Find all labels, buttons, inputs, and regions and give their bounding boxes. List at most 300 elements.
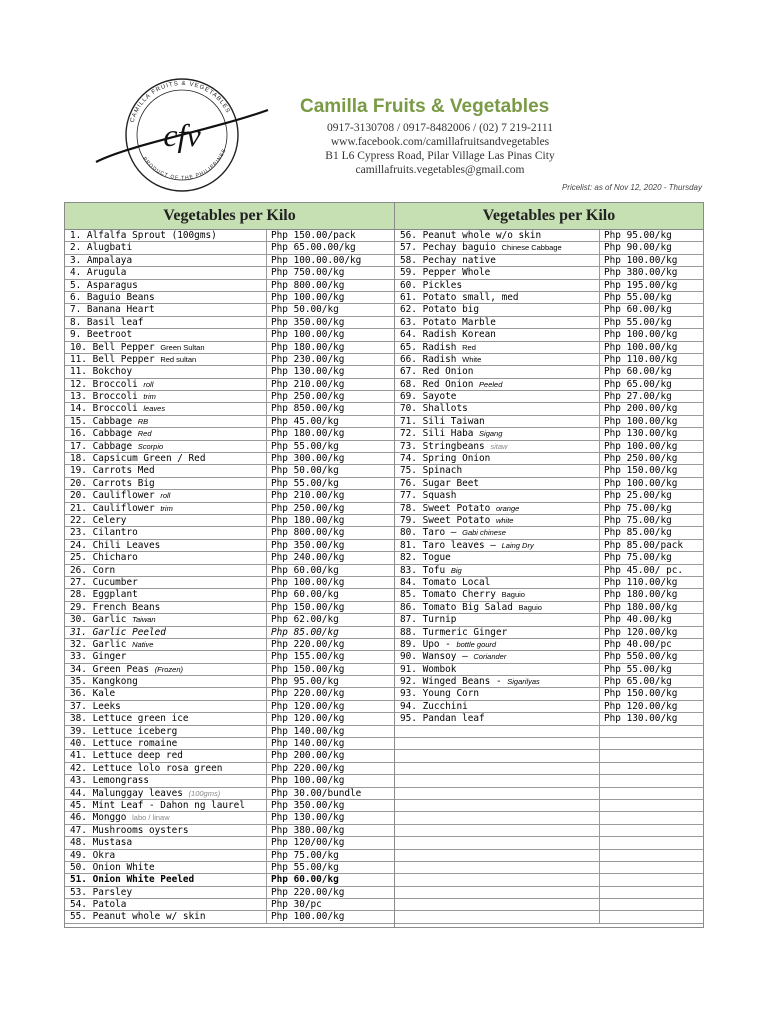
item-price-cell xyxy=(600,763,604,774)
item-name-cell xyxy=(395,540,600,551)
table-row xyxy=(395,627,703,639)
table-row xyxy=(395,230,703,242)
item-price-cell xyxy=(267,701,344,712)
item-price-cell xyxy=(267,837,344,848)
item-price: Php 130.00/kg xyxy=(604,713,678,725)
table-row xyxy=(65,577,394,589)
price-column-left xyxy=(65,203,395,927)
item-name-cell xyxy=(395,825,600,836)
item-price-cell xyxy=(267,280,344,291)
table-row xyxy=(65,850,394,862)
table-row xyxy=(395,688,703,700)
item-name: 11. Bokchoy xyxy=(70,366,133,378)
item-name-cell xyxy=(395,379,600,390)
item-price: Php 130.00/kg xyxy=(271,812,345,824)
item-name-cell xyxy=(395,577,600,588)
item-name: 20. Carrots Big xyxy=(70,477,155,489)
table-row xyxy=(65,688,394,700)
company-logo xyxy=(92,70,270,200)
table-row xyxy=(395,664,703,676)
item-price: Php 55.00/kg xyxy=(604,291,672,303)
item-name: 43. Lemongrass xyxy=(70,775,150,787)
item-name: 5. Asparagus xyxy=(70,279,138,291)
item-price-cell xyxy=(600,552,672,563)
item-name-cell xyxy=(65,527,267,538)
item-name-cell xyxy=(65,614,267,625)
item-name: 84. Tomato Local xyxy=(400,576,491,588)
item-price-cell xyxy=(600,602,677,613)
item-name-cell xyxy=(395,441,600,452)
item-price-cell xyxy=(267,862,339,873)
table-row xyxy=(395,825,703,837)
item-price-cell xyxy=(267,527,344,538)
item-name: 12. Broccoli xyxy=(70,378,138,390)
table-row xyxy=(395,329,703,341)
item-name: 17. Cabbage xyxy=(70,440,133,452)
item-name-cell xyxy=(395,515,600,526)
item-price-cell xyxy=(600,379,672,390)
table-row xyxy=(65,911,394,923)
item-name-cell xyxy=(65,565,267,576)
item-price: Php 800.00/kg xyxy=(271,527,345,539)
item-name-cell xyxy=(65,403,267,414)
item-price: Php 800.00/kg xyxy=(271,279,345,291)
item-price: Php 45.00/ pc. xyxy=(604,564,684,576)
item-price-cell xyxy=(600,775,604,786)
item-price: Php 220.00/kg xyxy=(271,688,345,700)
item-price-cell xyxy=(600,837,604,848)
logo-ring-top-text: CAMILLA FRUITS & VEGETABLES xyxy=(129,80,231,124)
item-name-cell xyxy=(395,465,600,476)
item-price-cell xyxy=(600,874,604,885)
item-name: 26. Corn xyxy=(70,564,116,576)
item-price: Php 100.00/kg xyxy=(604,341,678,353)
item-price: Php 120.00/kg xyxy=(271,700,345,712)
item-price-cell xyxy=(600,403,677,414)
item-name: 13. Broccoli xyxy=(70,391,138,403)
table-row xyxy=(65,750,394,762)
item-name-cell xyxy=(65,342,267,353)
item-name: 66. Radish xyxy=(400,353,457,365)
item-price: Php 180.00/kg xyxy=(604,589,678,601)
item-name: 36. Kale xyxy=(70,688,116,700)
item-name-cell xyxy=(65,627,267,638)
item-name-cell xyxy=(65,515,267,526)
table-row xyxy=(65,453,394,465)
item-name: 1. Alfalfa Sprout (100gms) xyxy=(70,230,217,241)
table-row xyxy=(395,552,703,564)
item-name: 4. Arugula xyxy=(70,267,127,279)
item-price: Php 100.00/kg xyxy=(271,291,345,303)
item-price-cell xyxy=(600,391,672,402)
item-price: Php 45.00/kg xyxy=(271,415,339,427)
item-name: 20. Cauliflower xyxy=(70,490,155,502)
item-price: Php 25.00/kg xyxy=(604,490,672,502)
table-row xyxy=(65,565,394,577)
item-price: Php 550.00/kg xyxy=(604,651,678,663)
item-name: 7. Banana Heart xyxy=(70,304,155,316)
item-name-cell xyxy=(395,403,600,414)
item-name-cell xyxy=(395,614,600,625)
item-name-cell xyxy=(395,639,600,650)
item-name-cell xyxy=(65,317,267,328)
item-price: Php 240.00/kg xyxy=(271,552,345,564)
item-price: Php 180.00/kg xyxy=(604,601,678,613)
item-name-cell xyxy=(395,527,600,538)
item-price-cell xyxy=(267,230,356,241)
table-row xyxy=(395,317,703,329)
item-name: 75. Spinach xyxy=(400,465,463,477)
item-price-cell xyxy=(267,292,344,303)
table-row xyxy=(395,255,703,267)
item-price: Php 150.00/pack xyxy=(271,230,356,241)
item-name-cell xyxy=(395,267,600,278)
item-price-cell xyxy=(267,874,339,885)
item-price: Php 350.00/kg xyxy=(271,799,345,811)
item-variant: Coriander xyxy=(473,652,507,662)
table-row xyxy=(65,627,394,639)
item-variant: (100gms) xyxy=(188,788,221,798)
item-name-cell xyxy=(65,899,267,910)
table-row xyxy=(395,651,703,663)
price-rows-right xyxy=(395,230,703,924)
item-name-cell xyxy=(65,379,267,390)
company-name: Camilla Fruits & Vegetables xyxy=(300,96,550,117)
item-variant: Sigang xyxy=(479,429,503,439)
table-row xyxy=(395,354,703,366)
item-price-cell xyxy=(267,738,344,749)
item-price-cell xyxy=(267,329,344,340)
item-variant: Red xyxy=(137,429,152,439)
item-name: 40. Lettuce romaine xyxy=(70,738,178,750)
table-row xyxy=(395,465,703,477)
table-row xyxy=(395,292,703,304)
item-name-cell xyxy=(65,602,267,613)
item-name-cell xyxy=(65,664,267,675)
table-row xyxy=(65,416,394,428)
item-name: 58. Pechay native xyxy=(400,254,496,266)
table-row xyxy=(65,651,394,663)
item-name-cell xyxy=(65,800,267,811)
item-name-cell xyxy=(395,255,600,266)
table-row xyxy=(65,589,394,601)
item-price-cell xyxy=(267,366,344,377)
item-name-cell xyxy=(65,688,267,699)
item-name-cell xyxy=(65,676,267,687)
item-name-cell xyxy=(65,726,267,737)
table-row xyxy=(65,713,394,725)
phone-numbers: 0917-3130708 / 0917-8482006 / (02) 7 219-2111 xyxy=(327,122,553,134)
item-price-cell xyxy=(267,688,344,699)
item-name-cell xyxy=(65,577,267,588)
item-price-cell xyxy=(600,726,604,737)
item-price: Php 62.00/kg xyxy=(271,614,339,626)
item-price: Php 95.00/kg xyxy=(271,676,339,688)
item-price: Php 100.00/kg xyxy=(271,911,345,923)
item-name: 91. Wombok xyxy=(400,663,457,675)
item-name-cell xyxy=(65,280,267,291)
item-name-cell xyxy=(65,738,267,749)
item-price: Php 60.00/kg xyxy=(271,564,339,576)
item-name: 88. Turmeric Ginger xyxy=(400,626,508,638)
item-name: 63. Potato Marble xyxy=(400,316,496,328)
item-price-cell xyxy=(267,887,344,898)
item-price-cell xyxy=(600,329,677,340)
item-name: 68. Red Onion xyxy=(400,378,474,390)
table-row xyxy=(395,899,703,911)
item-price-cell xyxy=(600,788,604,799)
item-name: 11. Bell Pepper xyxy=(70,353,155,365)
item-price: Php 850.00/kg xyxy=(271,403,345,415)
item-price-cell xyxy=(600,800,604,811)
item-name-cell xyxy=(395,837,600,848)
item-price: Php 180.00/kg xyxy=(271,341,345,353)
item-price-cell xyxy=(267,825,344,836)
item-name: 76. Sugar Beet xyxy=(400,477,480,489)
table-row xyxy=(395,342,703,354)
item-name-cell xyxy=(65,639,267,650)
item-name: 74. Spring Onion xyxy=(400,453,491,465)
item-price: Php 220.00/kg xyxy=(271,638,345,650)
table-row xyxy=(65,602,394,614)
table-row xyxy=(395,639,703,651)
item-price-cell xyxy=(600,441,677,452)
item-name: 80. Taro – xyxy=(400,527,457,539)
item-price: Php 75.00/kg xyxy=(604,514,672,526)
item-price-cell xyxy=(600,317,672,328)
table-row xyxy=(65,366,394,378)
item-name: 16. Cabbage xyxy=(70,428,133,440)
item-name: 57. Pechay baguio xyxy=(400,242,496,254)
item-name: 78. Sweet Potato xyxy=(400,502,491,514)
item-name-cell xyxy=(395,602,600,613)
contact-block xyxy=(300,121,580,177)
table-row xyxy=(395,515,703,527)
item-name: 83. Tofu xyxy=(400,564,446,576)
item-name-cell xyxy=(395,874,600,885)
item-price: Php 100.00/kg xyxy=(604,415,678,427)
item-price-cell xyxy=(267,850,339,861)
item-name-cell xyxy=(65,441,267,452)
item-name: 8. Basil leaf xyxy=(70,316,144,328)
column-header-right: Vegetables per Kilo xyxy=(395,203,703,230)
item-price: Php 220.00/kg xyxy=(271,762,345,774)
item-price-cell xyxy=(267,465,339,476)
item-name-cell xyxy=(395,354,600,365)
item-price-cell xyxy=(600,812,604,823)
item-price: Php 55.00/kg xyxy=(271,861,339,873)
item-price: Php 130.00/kg xyxy=(271,366,345,378)
item-name: 53. Parsley xyxy=(70,886,133,898)
item-name-cell xyxy=(65,490,267,501)
item-name: 59. Pepper Whole xyxy=(400,267,491,279)
item-price: Php 100.00/kg xyxy=(604,329,678,341)
item-price-cell xyxy=(600,614,672,625)
item-price: Php 60.00/kg xyxy=(271,874,339,886)
item-name-cell xyxy=(395,453,600,464)
item-price: Php 100.00/kg xyxy=(271,576,345,588)
item-price: Php 195.00/kg xyxy=(604,279,678,291)
item-price-cell xyxy=(600,701,677,712)
logo-ring-bottom-text: PRODUCT OF THE PHILIPPINES xyxy=(141,147,228,182)
item-variant: RB xyxy=(137,416,149,426)
item-price: Php 40.00/pc xyxy=(604,638,672,650)
item-name-cell xyxy=(395,850,600,861)
item-name-cell xyxy=(65,465,267,476)
item-name: 19. Carrots Med xyxy=(70,465,155,477)
item-price-cell xyxy=(600,242,672,253)
item-price-cell xyxy=(600,664,672,675)
item-name-cell xyxy=(65,862,267,873)
item-name: 67. Red Onion xyxy=(400,366,474,378)
item-price: Php 100.00/kg xyxy=(604,440,678,452)
table-row xyxy=(65,342,394,354)
item-name: 6. Baguio Beans xyxy=(70,291,155,303)
item-price-cell xyxy=(267,651,344,662)
item-price-cell xyxy=(600,342,677,353)
table-row xyxy=(395,304,703,316)
table-row xyxy=(65,403,394,415)
item-price: Php 350.00/kg xyxy=(271,539,345,551)
item-variant: leaves xyxy=(143,404,166,414)
item-price-cell xyxy=(600,639,672,650)
item-price-cell xyxy=(267,788,361,799)
item-price: Php 250.00/kg xyxy=(271,502,345,514)
table-row xyxy=(65,317,394,329)
table-row xyxy=(395,577,703,589)
item-name-cell xyxy=(395,676,600,687)
table-row xyxy=(65,304,394,316)
price-rows-left xyxy=(65,230,394,924)
item-price-cell xyxy=(600,589,677,600)
item-name-cell xyxy=(395,292,600,303)
item-name-cell xyxy=(65,887,267,898)
item-variant: Taiwan xyxy=(132,615,156,625)
table-row xyxy=(395,713,703,725)
item-name: 21. Cauliflower xyxy=(70,502,155,514)
item-price: Php 120.00/kg xyxy=(604,626,678,638)
item-price: Php 140.00/kg xyxy=(271,738,345,750)
item-name: 73. Stringbeans xyxy=(400,440,485,452)
item-variant: Red sultan xyxy=(160,354,197,364)
item-price-cell xyxy=(600,428,677,439)
item-name: 69. Sayote xyxy=(400,391,457,403)
item-name: 51. Onion White Peeled xyxy=(70,874,195,886)
item-name-cell xyxy=(65,230,267,241)
item-name-cell xyxy=(395,317,600,328)
pricelist-date: Pricelist: as of Nov 12, 2020 - Thursday xyxy=(561,183,702,192)
table-row xyxy=(65,540,394,552)
table-row xyxy=(65,862,394,874)
item-name: 79. Sweet Potato xyxy=(400,514,491,526)
table-row xyxy=(395,887,703,899)
item-name: 39. Lettuce iceberg xyxy=(70,725,178,737)
item-name: 55. Peanut whole w/ skin xyxy=(70,911,206,923)
item-price-cell xyxy=(600,304,672,315)
item-name-cell xyxy=(395,726,600,737)
facebook-url[interactable]: www.facebook.com/camillafruitsandvegetables xyxy=(330,136,550,148)
item-name-cell xyxy=(395,478,600,489)
table-row xyxy=(395,366,703,378)
item-price-cell xyxy=(267,911,344,922)
item-name: 47. Mushrooms oysters xyxy=(70,824,189,836)
item-price: Php 750.00/kg xyxy=(271,267,345,279)
item-price-cell xyxy=(267,354,344,365)
item-price-cell xyxy=(267,304,339,315)
table-row xyxy=(395,490,703,502)
item-price: Php 120/00/kg xyxy=(271,837,345,849)
item-variant: labo / linaw xyxy=(132,813,170,823)
table-row xyxy=(395,453,703,465)
item-name-cell xyxy=(395,911,600,922)
table-row xyxy=(65,775,394,787)
table-row xyxy=(65,676,394,688)
item-price: Php 150.00/kg xyxy=(271,601,345,613)
item-name-cell xyxy=(65,750,267,761)
item-price: Php 50.00/kg xyxy=(271,304,339,316)
item-price-cell xyxy=(267,242,356,253)
item-price: Php 350.00/kg xyxy=(271,316,345,328)
item-name: 33. Ginger xyxy=(70,651,127,663)
table-row xyxy=(65,527,394,539)
item-name: 46. Monggo xyxy=(70,812,127,824)
table-row xyxy=(65,465,394,477)
email-address[interactable]: camillafruits.vegetables@gmail.com xyxy=(355,164,525,176)
item-price-cell xyxy=(267,267,344,278)
item-price-cell xyxy=(267,379,344,390)
item-name-cell xyxy=(395,391,600,402)
item-name: 77. Squash xyxy=(400,490,457,502)
item-name-cell xyxy=(65,651,267,662)
item-price-cell xyxy=(267,416,339,427)
item-name-cell xyxy=(65,763,267,774)
item-price: Php 65.00/kg xyxy=(604,378,672,390)
item-name: 18. Capsicum Green / Red xyxy=(70,453,206,465)
item-price-cell xyxy=(600,515,672,526)
table-row xyxy=(65,812,394,824)
table-row xyxy=(65,763,394,775)
table-row xyxy=(65,242,394,254)
item-price-cell xyxy=(267,391,344,402)
item-price: Php 150.00/kg xyxy=(604,688,678,700)
item-price-cell xyxy=(267,726,344,737)
price-column-right xyxy=(395,203,703,927)
table-row xyxy=(395,837,703,849)
item-name: 37. Leeks xyxy=(70,700,121,712)
item-price: Php 155.00/kg xyxy=(271,651,345,663)
item-name: 15. Cabbage xyxy=(70,415,133,427)
item-price-cell xyxy=(600,713,677,724)
table-row xyxy=(395,775,703,787)
item-name: 85. Tomato Cherry xyxy=(400,589,496,601)
item-price-cell xyxy=(600,850,604,861)
item-name-cell xyxy=(65,478,267,489)
table-row xyxy=(395,503,703,515)
item-name: 92. Winged Beans - xyxy=(400,676,502,688)
item-variant: trim xyxy=(160,503,173,513)
item-variant: Chinese Cabbage xyxy=(501,243,562,253)
item-name: 62. Potato big xyxy=(400,304,480,316)
item-name: 30. Garlic xyxy=(70,614,127,626)
table-row xyxy=(395,565,703,577)
item-price: Php 200.00/kg xyxy=(604,403,678,415)
item-price: Php 50.00/kg xyxy=(271,465,339,477)
item-name: 71. Sili Taiwan xyxy=(400,415,485,427)
table-row xyxy=(65,280,394,292)
item-price: Php 100.00/kg xyxy=(271,775,345,787)
item-price: Php 75.00/kg xyxy=(604,552,672,564)
item-price-cell xyxy=(600,465,677,476)
